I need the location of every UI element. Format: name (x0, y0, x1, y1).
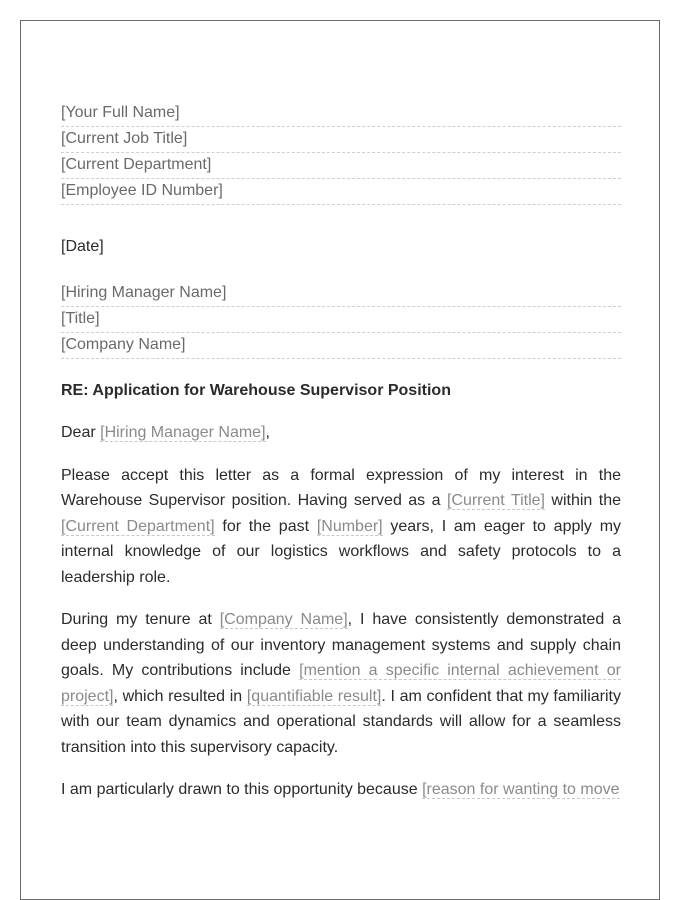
sender-full-name-field[interactable]: [Your Full Name] (61, 101, 621, 127)
paragraph-text: years, I am eager to apply my internal knowledge of our logistics workflows and safety protocols to a leadership role. (61, 517, 622, 586)
body-paragraph-3 (61, 777, 621, 803)
current-title-placeholder[interactable]: [Current Title] (446, 492, 545, 509)
years-number-placeholder[interactable]: [Number] (316, 517, 383, 535)
paragraph-text: During my tenure at (61, 611, 220, 628)
recipient-title-field[interactable]: [Title] (61, 307, 621, 333)
paragraph-text: within the (544, 492, 621, 509)
subject-line: RE: Application for Warehouse Supervisor Position (61, 382, 451, 399)
salutation-suffix: , (265, 424, 270, 441)
salutation-manager-placeholder[interactable]: [Hiring Manager Name] (100, 424, 266, 441)
sender-employee-id-field[interactable]: [Employee ID Number] (61, 179, 621, 205)
recipient-company-field[interactable]: [Company Name] (61, 333, 621, 359)
body-paragraph-2 (61, 607, 621, 760)
sender-job-title-field[interactable]: [Current Job Title] (61, 127, 621, 153)
sender-block (61, 101, 621, 205)
paragraph-text: , I have consistently demonstrated a deep understanding of our inventory management systems and supply chain goals. My contributions include (61, 611, 622, 679)
date-field[interactable]: [Date] (61, 238, 104, 255)
salutation (61, 420, 621, 446)
letter-content (61, 101, 621, 803)
body-paragraph-1 (61, 463, 621, 591)
achievement-placeholder[interactable]: [mention a specific internal achievement or project] (61, 662, 622, 705)
reason-placeholder[interactable]: [reason for wanting to move (422, 781, 620, 798)
letter-page (20, 20, 660, 900)
recipient-block (61, 281, 621, 359)
paragraph-text: for the past (214, 517, 317, 535)
company-name-placeholder[interactable]: [Company Name] (219, 611, 348, 628)
recipient-manager-name-field[interactable]: [Hiring Manager Name] (61, 281, 621, 307)
sender-department-field[interactable]: [Current Department] (61, 153, 621, 179)
current-department-placeholder[interactable]: [Current Department] (61, 517, 215, 535)
quantifiable-result-placeholder[interactable]: [quantifiable result] (246, 687, 382, 705)
salutation-prefix: Dear (61, 424, 101, 441)
paragraph-text: Please accept this letter as a formal expression of my interest in the Warehouse Supervisor position. Having served as a (61, 466, 621, 509)
paragraph-text: , which resulted in (113, 687, 247, 705)
paragraph-text: I am particularly drawn to this opportunity because (61, 781, 423, 798)
paragraph-text: . I am confident that my familiarity with our team dynamics and operational standards will allow for a seamless transition into this supervisory capacity. (61, 687, 621, 756)
